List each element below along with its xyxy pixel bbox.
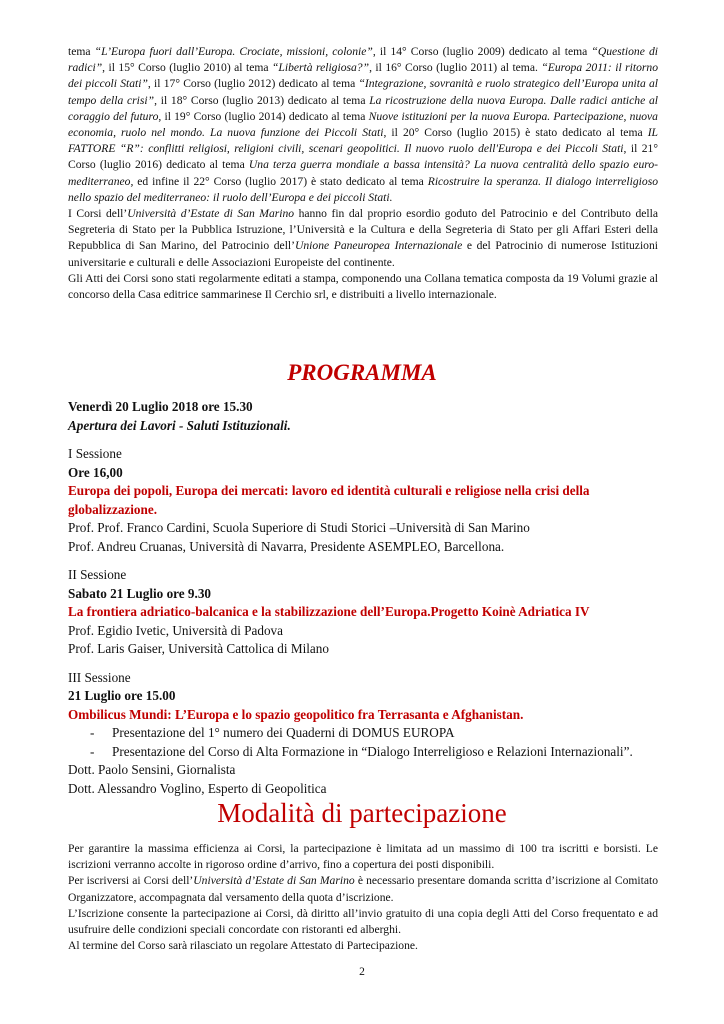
text-run: tema [68, 45, 95, 58]
italic-text-run: “Integrazione, sovranità e ruolo strategico dell’Europa unita al tempo della crisi” [68, 77, 659, 107]
italic-text-run: Università d’Estate di San Marino [193, 874, 355, 888]
programma-heading: PROGRAMMA [287, 360, 437, 385]
italic-text-run: Nuove istituzioni per la nuova Europa. Partecipazione, nuova economia, ruolo nel mondo. La nuova funzione dei Piccoli Stati [68, 109, 658, 140]
italic-text-run: “Questione di radici” [68, 45, 658, 75]
text-run: , il 18° Corso (luglio 2013) dedicato al tema [154, 93, 370, 107]
intro-paragraph-patronage [68, 206, 658, 271]
participation-paragraph-enrollment [68, 873, 658, 905]
italic-text-run: Università d’Estate di San Marino [127, 207, 295, 221]
text-run: , il 15° Corso (luglio 2010) al tema [102, 61, 272, 75]
session-title: La frontiera adriatico-balcanica e la stabilizzazione dell’Europa.Progetto Koinè Adriatica IV [68, 604, 590, 619]
text-run: ed infine il 22° Corso (luglio 2017) è stato dedicato al tema [133, 174, 428, 188]
text-run: hanno fin dal proprio esordio goduto del Patrocinio e del Contributo della Segreteria di Stato per la Pubblica Istruzione, l’Università e la Cultura e della Segreteria di Stato per gli Affari Esteri della Repubblica di San Marino, del Patrocinio dell’ [68, 207, 658, 253]
text-run: , il 16° Corso (luglio 2011) al tema. [369, 61, 542, 75]
text-run: è necessario presentare domanda scritta d’iscrizione al Comitato Organizzatore, accompagnata dal versamento della quota d’iscrizione. [68, 874, 658, 904]
session-label: II Sessione [68, 567, 127, 582]
page-number: 2 [359, 966, 365, 978]
text-run: e del Patrocinio di numerose Istituzioni universitarie e culturali e delle Associazioni Europeiste del continente. [68, 239, 658, 269]
participation-paragraph-certificate: Al termine del Corso sarà rilasciato un regolare Attestato di Partecipazione. [68, 939, 418, 953]
italic-text-run: Unione Paneuropea Internazionale [295, 239, 463, 253]
intro-paragraph-proceedings: Gli Atti dei Corsi sono stati regolarmente editati a stampa, componendo una Collana tematica composta da 19 Volumi grazie al concorso della Casa editrice sammarinese Il Cerchio srl, e distribuiti a livello internazionale. [68, 271, 658, 302]
italic-text-run: Ricostruire la speranza. Il dialogo interreligioso nello spazio del mediterraneo: il ruolo dell’Europa e dei piccoli Stati. [68, 174, 658, 204]
session-time: 21 Luglio ore 15.00 [68, 688, 176, 703]
session-title: Europa dei popoli, Europa dei mercati: lavoro ed identità culturali e religiose nella crisi della globalizzazione. [68, 483, 590, 517]
text-run: , il 17° Corso (luglio 2012) dedicato al tema [147, 77, 359, 91]
session-1 [68, 445, 658, 556]
list-item: - Presentazione del Corso di Alta Formazione in “Dialogo Interreligioso e Relazioni Internazionali”. [68, 743, 658, 762]
italic-text-run: IL FATTORE “R”: conflitti religiosi, religioni civili, scenari geopolitici. Il nuovo ruolo dell'Europa e dei Piccoli Stati [68, 126, 658, 156]
session-items-list [68, 724, 658, 761]
text-run: I Corsi dell’ [68, 207, 128, 221]
session-3 [68, 669, 658, 799]
modalita-heading: Modalità di partecipazione [217, 798, 507, 828]
intro-paragraph-courses [68, 44, 658, 206]
speaker: Prof. Prof. Franco Cardini, Scuola Superiore di Studi Storici –Università di San Marino [68, 520, 530, 535]
session-time: Ore 16,00 [68, 464, 123, 480]
text-run: , il 20° Corso (luglio 2015) è stato dedicato al tema [383, 126, 648, 140]
session-title: Ombilicus Mundi: L’Europa e lo spazio geopolitico fra Terrasanta e Afghanistan. [68, 706, 524, 722]
text-run: , il 14° Corso (luglio 2009) dedicato al tema [372, 45, 592, 58]
participation-paragraph-limit: Per garantire la massima efficienza ai Corsi, la partecipazione è limitata ad un massimo di 100 tra iscritti e borsisti. Le iscrizioni verranno accolte in rigoroso ordine d’arrivo, fino a copertura dei posti disponibili. [68, 842, 658, 872]
list-item: - Presentazione del 1° numero dei Quaderni di DOMUS EUROPA [68, 724, 658, 743]
speaker: Prof. Andreu Cruanas, Università di Navarra, Presidente ASEMPLEO, Barcellona. [68, 538, 505, 554]
text-run: , il 21° Corso (luglio 2016) dedicato al tema [68, 142, 658, 172]
intro-section [68, 44, 658, 303]
participation-section [68, 841, 658, 954]
speaker: Dott. Alessandro Voglino, Esperto di Geopolitica [68, 780, 327, 796]
text-run: , il 19° Corso (luglio 2014) dedicato al tema [158, 109, 369, 123]
session-time: Sabato 21 Luglio ore 9.30 [68, 585, 212, 601]
italic-text-run: La ricostruzione della nuova Europa. Dalle radici antiche al coraggio del futuro [68, 93, 658, 123]
italic-text-run: Una terza guerra mondiale a bassa intensità? La nuova centralità dello spazio euro-mediterraneo, [68, 158, 658, 188]
text-run: Per iscriversi ai Corsi dell’ [68, 874, 194, 888]
speaker: Prof. Laris Gaiser, Università Cattolica di Milano [68, 641, 329, 656]
italic-text-run: “Europa 2011: il ritorno dei piccoli Stati” [68, 61, 659, 91]
session-2 [68, 566, 658, 659]
session-label: I Sessione [68, 446, 122, 461]
session-label: III Sessione [68, 669, 131, 685]
participation-paragraph-benefits: L’Iscrizione consente la partecipazione ai Corsi, dà diritto all’invio gratuito di una copia degli Atti del Corso frequentato e ad usufruire delle condizioni speciali concordate con ristoranti ed alberghi. [68, 906, 658, 937]
speaker: Prof. Egidio Ivetic, Università di Padova [68, 622, 283, 638]
opening-date: Venerdì 20 Luglio 2018 ore 15.30 [68, 399, 253, 414]
italic-text-run: “Libertà religiosa?” [271, 61, 370, 75]
italic-text-run: “L’Europa fuori dall’Europa. Crociate, missioni, colonie” [94, 45, 373, 58]
speaker: Dott. Paolo Sensini, Giornalista [68, 762, 236, 777]
program-section [68, 398, 658, 798]
opening-title: Apertura dei Lavori - Saluti Istituzionali. [68, 417, 291, 433]
